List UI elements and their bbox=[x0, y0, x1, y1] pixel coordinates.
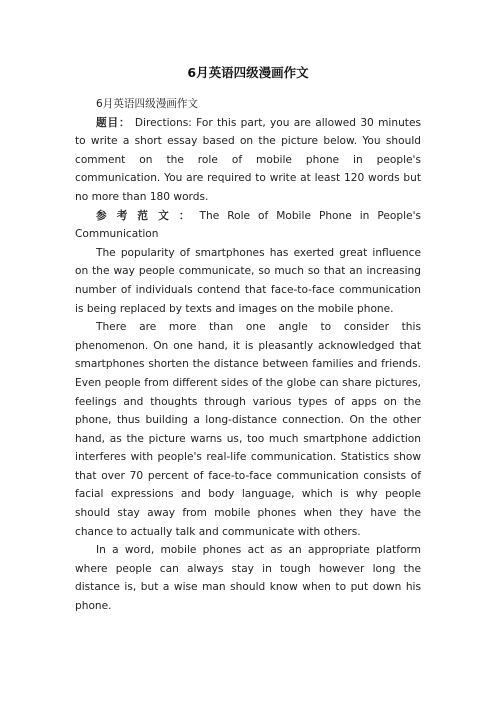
document-body bbox=[75, 95, 421, 616]
sample-title: The Role of Mobile Phone in People's Communication bbox=[75, 209, 422, 241]
document-subtitle: 6月英语四级漫画作文 bbox=[96, 98, 199, 110]
document-title: 6月英语四级漫画作文 bbox=[187, 65, 309, 80]
essay-paragraph-2: There are more than one angle to consider this phenomenon. On one hand, it is pleasantly acknowledged that smartphones shorten the distance between families and friends. Even people from different sides of the globe can share pictures, feelings and thoughts through various types of apps on the phone, thus building a long-distance connection. On the other hand, as the picture warns us, too much smartphone addiction interferes with people's real-life communication. Statistics show that over 70 percent of face-to-face communication consists of facial expressions and body language, which is why people should stay away from mobile phones when they have the chance to actually talk and communicate with others. bbox=[75, 321, 421, 538]
prompt-text: Directions: For this part, you are allowed 30 minutes to write a short essay based on the picture below. You should comment on the role of mobile phone in people's communication. You are required to write at least 120 words but no more than 180 words. bbox=[75, 116, 421, 203]
sample-label: 参考范文： bbox=[96, 209, 200, 222]
essay-paragraph-1: The popularity of smartphones has exerted great influence on the way people communicate, so much so that an increasing number of individuals contend that face-to-face communication is being replaced by texts and images on the mobile phone. bbox=[75, 246, 421, 315]
prompt-paragraph bbox=[75, 114, 421, 207]
prompt-label: 题目： bbox=[96, 116, 131, 129]
sample-heading bbox=[75, 207, 421, 244]
essay-paragraph-3: In a word, mobile phones act as an appropriate platform where people can always stay in tough however long the distance is, but a wise man should know when to put down his phone. bbox=[75, 544, 421, 613]
